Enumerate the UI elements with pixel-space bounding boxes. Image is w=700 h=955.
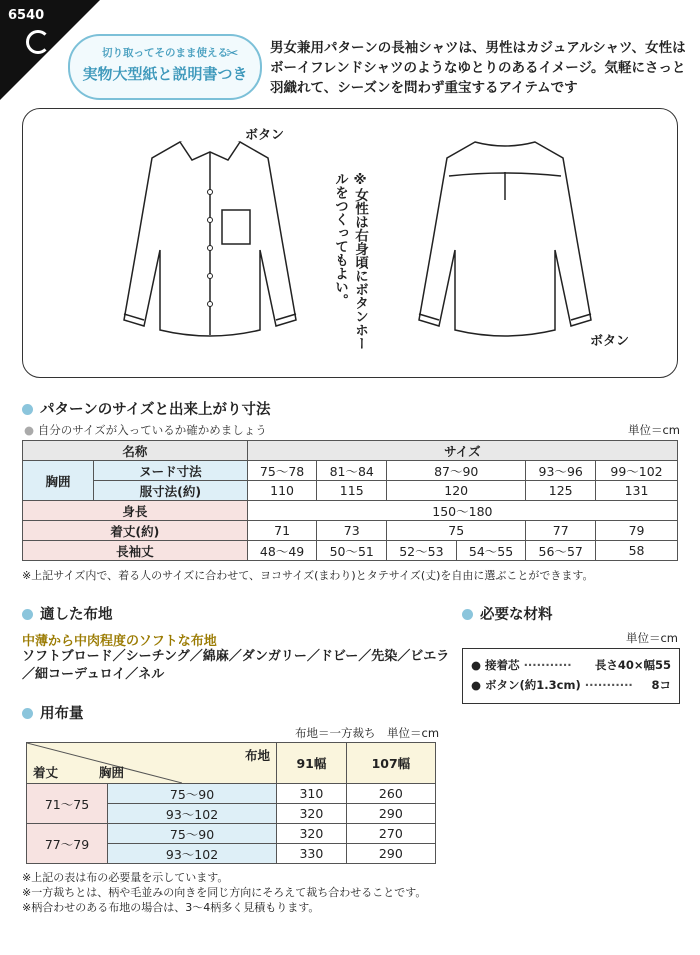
chest-cell: 93〜102 <box>108 804 277 824</box>
material-item: ● ボタン(約1.3cm) ··········· 8コ <box>471 678 671 692</box>
length-label: 着丈(約) <box>23 521 248 541</box>
yardage-table <box>26 742 436 864</box>
pattern-code: 6540 <box>8 8 45 23</box>
brand-logo-icon <box>26 30 50 54</box>
table-row <box>27 784 436 804</box>
table-cell: 290 <box>346 844 435 864</box>
table-cell: 125 <box>526 481 596 501</box>
col-91: 91幅 <box>277 743 347 784</box>
fabric-heading: 中薄から中肉程度のソフトな布地 <box>22 634 217 649</box>
material-value: 長さ40×幅55 <box>594 658 671 672</box>
table-cell: 48〜49 <box>247 541 317 561</box>
table-cell: 87〜90 <box>387 461 526 481</box>
leader-dots: ··········· <box>523 658 572 672</box>
table-cell: 110 <box>247 481 317 501</box>
table-cell: 320 <box>277 804 347 824</box>
table-cell: 75〜78 <box>247 461 317 481</box>
intro-text: 男女兼用パターンの長袖シャツは、男性はカジュアルシャツ、女性はボーイフレンドシャツのようなゆとりのあるイメージ。気軽にさっと羽織れて、シーズンを問わず重宝するアイテムです <box>270 40 686 96</box>
bullet-icon <box>22 404 33 415</box>
chest-cell: 93〜102 <box>108 844 277 864</box>
table-row <box>27 824 436 844</box>
materials-unit: 単位＝cm <box>625 631 678 645</box>
chest-cell: 75〜90 <box>108 784 277 804</box>
materials-box <box>462 648 680 704</box>
chest-label: 胸囲 <box>23 461 94 501</box>
bullet-icon: ● <box>24 423 38 437</box>
size-footnote: ※上記サイズ内で、着る人のサイズに合わせて、ヨコサイズ(まわり)とタテサイズ(丈)を自由に選ぶことができます。 <box>22 569 594 582</box>
table-row <box>23 441 678 461</box>
table-row <box>23 461 678 481</box>
badge-line2: 実物大型紙と説明書つき <box>82 65 248 83</box>
table-cell: 50〜51 <box>317 541 387 561</box>
material-name: ボタン(約1.3cm) <box>485 678 581 692</box>
material-value: 8コ <box>651 678 671 692</box>
bullet-icon <box>22 609 33 620</box>
table-cell: 320 <box>277 824 347 844</box>
buttonhole-note: ※女性は右身頃にボタンホールをつくってもよい。 <box>332 172 368 350</box>
table-row <box>23 521 678 541</box>
yardage-notes <box>22 870 682 915</box>
table-cell: 290 <box>346 804 435 824</box>
yardage-note: ※柄合わせのある布地の場合は、3〜4柄多く見積もります。 <box>22 901 320 914</box>
corner-chest: 胸囲 <box>99 765 125 780</box>
button-label-back: ボタン <box>590 334 630 349</box>
bullet-icon <box>22 708 33 719</box>
scissors-icon: ✂ <box>226 44 239 62</box>
table-cell: 310 <box>277 784 347 804</box>
table-cell: 150〜180 <box>247 501 677 521</box>
col-107: 107幅 <box>346 743 435 784</box>
table-row <box>23 541 678 561</box>
garment-label: 服寸法(約) <box>94 481 248 501</box>
size-table <box>22 440 678 561</box>
yardage-section-title: 用布量 <box>22 702 84 723</box>
table-cell: 75 <box>387 521 526 541</box>
table-cell: 81〜84 <box>317 461 387 481</box>
corner-length: 着丈 <box>33 765 59 780</box>
table-row <box>23 501 678 521</box>
yardage-note: ※上記の表は布の必要量を示しています。 <box>22 871 229 884</box>
nude-label: ヌード寸法 <box>94 461 248 481</box>
size-subtitle: ● 自分のサイズが入っているか確かめましょう <box>24 423 267 437</box>
badge-line1: 切り取ってそのまま使える <box>102 47 228 59</box>
size-unit: 単位＝cm <box>627 423 680 437</box>
table-cell: 77 <box>526 521 596 541</box>
table-cell: 93〜96 <box>526 461 596 481</box>
table-cell: 330 <box>277 844 347 864</box>
chest-cell: 75〜90 <box>108 824 277 844</box>
button-label-front: ボタン <box>245 128 285 143</box>
fabric-list: ソフトブロード／シーチング／綿麻／ダンガリー／ドビー／先染／ビエラ／細コーデュロイ／ネル <box>22 649 450 682</box>
table-cell: 270 <box>346 824 435 844</box>
table-cell: 73 <box>317 521 387 541</box>
table-cell: 260 <box>346 784 435 804</box>
shirt-back-drawing <box>405 130 605 360</box>
header-name: 名称 <box>23 441 248 461</box>
header-size: サイズ <box>247 441 677 461</box>
material-item: ● 接着芯 ··········· 長さ40×幅55 <box>471 658 671 672</box>
bullet-icon <box>462 609 473 620</box>
table-row <box>23 481 678 501</box>
length-group: 77〜79 <box>27 824 108 864</box>
table-cell: 131 <box>596 481 678 501</box>
height-label: 身長 <box>23 501 248 521</box>
table-cell: 71 <box>247 521 317 541</box>
table-cell: 54〜55 <box>456 541 526 561</box>
yardage-unit-note: 布地＝一方裁ち 単位＝cm <box>295 726 440 740</box>
size-section-title: パターンのサイズと出来上がり寸法 <box>22 398 271 419</box>
table-cell: 120 <box>387 481 526 501</box>
sleeve-label: 長袖丈 <box>23 541 248 561</box>
table-cell: 99〜102 <box>596 461 678 481</box>
corner-fabric: 布地 <box>245 748 271 763</box>
leader-dots: ··········· <box>584 678 633 692</box>
table-cell: 52〜53 <box>387 541 457 561</box>
fabric-section-title: 適した布地 <box>22 603 113 624</box>
yardage-corner-cell <box>27 743 277 784</box>
material-name: 接着芯 <box>485 658 520 672</box>
length-group: 71〜75 <box>27 784 108 824</box>
yardage-note: ※一方裁ちとは、柄や毛並みの向きを同じ方向にそろえて裁ち合わせることです。 <box>22 886 427 899</box>
table-cell: 56〜57 <box>526 541 596 561</box>
table-cell: 58 <box>596 541 678 561</box>
table-cell: 79 <box>596 521 678 541</box>
table-row <box>27 743 436 784</box>
table-cell: 115 <box>317 481 387 501</box>
materials-section-title: 必要な材料 <box>462 603 553 624</box>
shirt-front-drawing <box>110 130 310 360</box>
